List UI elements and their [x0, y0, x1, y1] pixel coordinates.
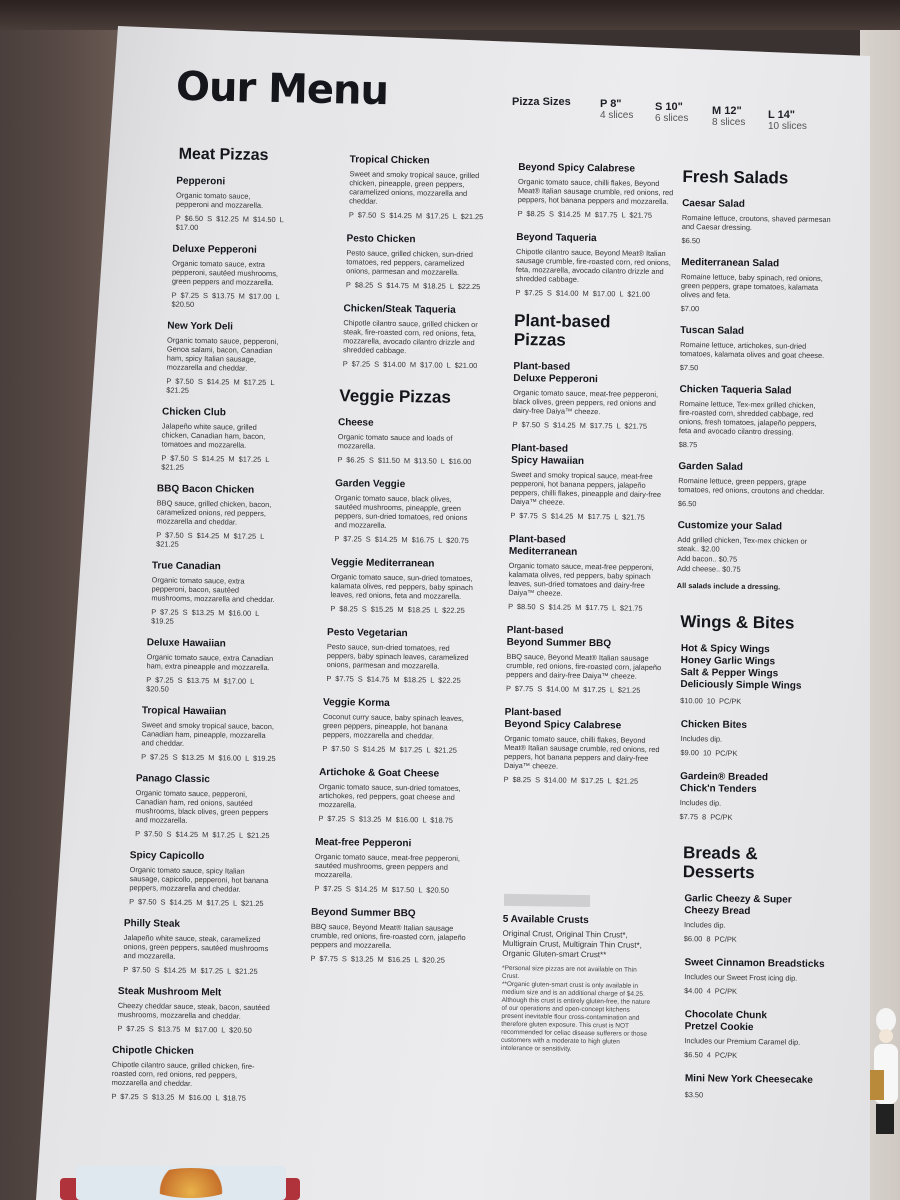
size-slices: 8 slices: [712, 117, 746, 128]
menu-item: [326, 627, 478, 685]
item-description: Organic tomato sauce, extra pepperoni, bacon, sautéed mushrooms, mozzarella and cheddar.: [151, 575, 275, 605]
item-price: $6.50: [681, 235, 701, 246]
customize-salad: [677, 520, 828, 575]
crusts-note: *Personal size pizzas are not available on Thin Crust.: [501, 964, 637, 981]
size-small: [655, 101, 688, 125]
size-name: P 8": [600, 98, 622, 110]
item-price: $10.00 10 PC/PK: [680, 696, 742, 706]
item-price: P $7.25 S $13.25 M $16.00 L $18.75: [318, 813, 453, 825]
plant-based-title: [514, 311, 675, 351]
item-description: Cheezy cheddar sauce, steak, bacon, sautéed mushrooms, mozzarella and cheddar.: [117, 1000, 270, 1021]
size-slices: 10 slices: [768, 121, 807, 132]
meat-pizzas-title: Meat Pizzas: [178, 145, 269, 164]
menu-item: [679, 771, 790, 823]
item-name: Philly Steak: [123, 918, 181, 930]
menu-item: [678, 461, 829, 510]
item-description: Romaine lettuce, croutons, shaved parmesan and Caesar dressing.: [681, 212, 831, 232]
menu-item: [334, 478, 480, 545]
menu-item: [176, 176, 286, 234]
menu-item: [504, 707, 669, 786]
item-price: P $7.25 S $14.25 M $16.75 L $20.75: [334, 534, 469, 546]
veggie-pizzas-title: Veggie Pizzas: [339, 386, 452, 407]
item-description: BBQ sauce, grilled chicken, bacon, caramelized onions, red peppers, mozzarella and cheddar.: [156, 498, 272, 527]
item-name: Cheese: [337, 417, 374, 429]
item-description: Organic tomato sauce, meat-free pepperoni, black olives, green peppers, red onions and dairy-free Daiya™ cheeze.: [512, 387, 659, 417]
item-name: Chicken Club: [161, 406, 227, 419]
item-description: Romaine lettuce, Tex-mex grilled chicken, fire-roasted corn, shredded cabbage, red onions, fresh tomatoes, jalapeño peppers, feta and avocado cilantro dressing.: [678, 398, 817, 437]
item-price: P $7.25 S $13.25 M $16.00 L $18.75: [111, 1091, 246, 1103]
item-price: P $7.25 S $13.25 M $16.00 L $19.25: [151, 607, 260, 626]
item-price: $3.50: [684, 1090, 704, 1100]
item-name: Chicken Taqueria Salad: [679, 383, 792, 397]
menu-item: [322, 697, 477, 755]
item-price: P $7.75 S $14.25 M $17.75 L $21.75: [510, 510, 645, 522]
item-name: Hot & Spicy Wings: [680, 643, 770, 656]
item-description: Organic tomato sauce, extra pepperoni, sautéed mushrooms, green peppers and mozzarella.: [171, 258, 279, 288]
menu-item: [684, 957, 835, 997]
item-price: P $7.50 S $14.25 M $17.25 L $21.25: [123, 965, 258, 976]
item-name: Deluxe Hawaiian: [146, 637, 226, 650]
size-personal: [600, 98, 633, 122]
item-description: BBQ sauce, Beyond Meat® Italian sausage crumble, red onions, fire-roasted corn, jalapeño peppers and mozzarella.: [310, 921, 466, 950]
item-description: Includes our Premium Caramel dip.: [684, 1036, 801, 1047]
item-name: Veggie Korma: [323, 696, 390, 709]
item-price: $6.50: [677, 498, 697, 509]
item-name: Honey Garlic Wings: [680, 655, 776, 668]
item-description: Organic tomato sauce, extra Canadian ham, extra pineapple and mozzarella.: [146, 652, 274, 673]
item-name: Meat-free Pepperoni: [315, 836, 412, 850]
menu-item: [506, 625, 670, 695]
item-name: Pepperoni: [176, 175, 226, 188]
menu-item: [129, 850, 276, 908]
menu-item: [518, 162, 677, 220]
item-description: Romaine lettuce, baby spinach, red onions, green peppers, grape tomatoes, kalamata olives and feta.: [680, 271, 823, 300]
item-name: Sweet Cinnamon Breadsticks: [684, 957, 825, 971]
menu-item: [161, 406, 282, 473]
size-name: S 10": [655, 101, 683, 113]
title-line: Pizzas: [513, 329, 566, 350]
item-name: Mediterranean: [508, 545, 578, 558]
item-description: Sweet and smoky tropical sauce, meat-free pepperoni, hot banana peppers, jalapeño peppers, chilli flakes, pineapple and dairy-free Daiya™ cheeze.: [510, 469, 662, 507]
menu-item: [349, 154, 485, 221]
meat-pizzas-column: [107, 144, 286, 1115]
item-price: P $7.50 S $14.25 M $17.25 L $21.25: [166, 376, 275, 395]
menu-item: [111, 1045, 273, 1103]
item-name: Chicken/Steak Taqueria: [343, 303, 456, 316]
item-price: P $8.25 S $14.00 M $17.25 L $21.25: [503, 774, 639, 786]
size-name: L 14": [768, 109, 796, 121]
item-name: Pesto Chicken: [346, 233, 416, 246]
item-name: Veggie Mediterranean: [330, 557, 435, 570]
menu-item: [684, 1009, 801, 1060]
item-price: P $7.75 S $13.25 M $16.25 L $20.25: [310, 953, 445, 965]
item-price: P $6.25 S $11.50 M $13.50 L $16.00: [337, 455, 472, 467]
item-description: Romaine lettuce, green peppers, grape tomatoes, red onions, croutons and cheddar.: [678, 475, 825, 497]
item-description: Organic tomato sauce, meat-free pepperoni, sautéed mushrooms, green peppers and mozzarella.: [314, 851, 461, 880]
crusts-list: Original Crust, Original Thin Crust*, Multigrain Crust, Multigrain Thin Crust*, Organic Gluten-smart Crust**: [502, 928, 642, 960]
menu-item: [515, 232, 675, 299]
item-price: P $7.25 S $13.75 M $17.00 L $20.50: [146, 675, 255, 694]
menu-item: [171, 244, 284, 311]
item-price: P $7.50 S $14.25 M $17.25 L $21.25: [129, 897, 264, 908]
item-description: Includes dip.: [683, 920, 726, 930]
item-name: Deluxe Pepperoni: [172, 243, 257, 256]
addon-line: Add bacon.. $0.75: [677, 553, 738, 564]
item-name: Steak Mushroom Melt: [117, 985, 222, 999]
wings-list: [680, 643, 826, 707]
item-name: Plant-based: [504, 706, 562, 719]
item-price: P $8.25 S $14.25 M $17.75 L $21.75: [517, 208, 653, 220]
item-price: P $6.50 S $12.25 M $14.50 L $17.00: [175, 213, 284, 232]
menu-item: [680, 325, 831, 374]
item-price: P $7.25 S $13.75 M $17.00 L $20.50: [171, 290, 280, 309]
item-description: Pesto sauce, grilled chicken, sun-dried tomatoes, red peppers, caramelized onions, parmesan and mozzarella.: [346, 248, 473, 277]
menu-item: [117, 986, 274, 1035]
menu-item: [513, 361, 674, 431]
item-price: P $8.50 S $14.25 M $17.75 L $21.75: [508, 601, 643, 613]
title-line: Breads &: [682, 843, 758, 864]
item-name: Salt & Pepper Wings: [680, 667, 779, 680]
item-price: P $8.25 S $15.25 M $18.25 L $22.25: [330, 604, 465, 615]
item-price: $8.75: [678, 439, 698, 450]
item-name: Spicy Capicollo: [129, 850, 205, 863]
menu-item: [330, 557, 479, 615]
size-slices: 6 slices: [655, 113, 689, 124]
item-name: Pesto Vegetarian: [326, 627, 408, 640]
item-price: P $7.25 S $14.00 M $17.00 L $21.00: [515, 287, 650, 299]
crusts-section: [501, 914, 653, 1055]
item-name: New York Deli: [167, 320, 234, 333]
item-description: Organic tomato sauce, sun-dried tomatoes, kalamata olives, red peppers, baby spinach leaves, red onions, feta and mozzarella.: [330, 572, 473, 601]
item-price: P $8.25 S $14.75 M $18.25 L $22.25: [345, 280, 481, 292]
item-description: Chipotle cilantro sauce, Beyond Meat® Italian sausage crumble, fire-roasted corn, red onions, feta, mozzarella, avocado cilantro drizzle and shredded cabbage.: [515, 246, 671, 284]
item-name: Plant-based: [511, 442, 569, 455]
addon-line: Add cheese.. $0.75: [676, 563, 741, 574]
item-name: True Canadian: [151, 560, 221, 573]
menu-item: [510, 443, 672, 522]
menu-item: [685, 1073, 825, 1101]
item-description: Organic tomato sauce and loads of mozzarella.: [337, 432, 453, 451]
pizza-photo: [146, 1168, 236, 1198]
item-name: Garlic Cheezy & Super Cheezy Bread: [684, 893, 792, 918]
promo-flyer: [76, 1166, 286, 1200]
divider: [504, 894, 590, 907]
crusts-title: 5 Available Crusts: [502, 913, 589, 927]
title-line: Plant-based: [513, 310, 611, 332]
item-price: $9.00 10 PC/PK: [680, 748, 738, 758]
item-description: BBQ sauce, Beyond Meat® Italian sausage crumble, red onions, fire-roasted corn, jalapeño peppers and dairy-free Daiya™ cheeze.: [506, 651, 662, 681]
menu-item: [156, 483, 281, 550]
wings-title: Wings & Bites: [680, 612, 795, 633]
item-name: Beyond Taqueria: [516, 231, 597, 245]
item-description: Sweet and smoky tropical sauce, bacon, Canadian ham, pineapple, mozzarella and cheddar.: [141, 720, 274, 748]
menu-item: [679, 384, 830, 451]
menu-item: [314, 837, 475, 895]
size-medium: [712, 105, 745, 129]
title-line: Desserts: [682, 862, 755, 883]
size-name: M 12": [712, 105, 742, 117]
item-description: Organic tomato sauce, pepperoni and mozzarella.: [175, 190, 264, 210]
item-name: Chocolate Chunk Pretzel Cookie: [684, 1009, 768, 1034]
item-price: P $7.50 S $14.25 M $17.25 L $21.25: [322, 743, 457, 755]
menu-item: [682, 198, 833, 247]
menu-item: [166, 321, 283, 397]
addon-line: Add grilled chicken, Tex-mex chicken or steak.. $2.00: [677, 534, 808, 554]
item-price: P $7.50 S $14.25 M $17.25 L $21.25: [156, 530, 265, 549]
size-slices: 4 slices: [600, 110, 634, 121]
item-description: Organic tomato sauce, sun-dried tomatoes, artichokes, red peppers, goat cheese and mozzarella.: [318, 781, 461, 810]
menu-item: [680, 719, 825, 759]
item-name: Chicken Bites: [680, 719, 748, 731]
item-name: Beyond Spicy Calabrese: [504, 718, 622, 732]
ceiling: [0, 0, 900, 30]
veggie-pizzas-column: [308, 154, 484, 979]
item-name: Spicy Hawaiian: [511, 454, 585, 467]
menu-item: [146, 637, 279, 695]
item-price: $4.00 4 PC/PK: [684, 986, 738, 996]
plant-based-column: [499, 162, 677, 1069]
item-description: Organic tomato sauce, pepperoni, Genoa salami, bacon, Canadian ham, spicy Italian sausage, mozzarella and cheddar.: [166, 335, 279, 373]
item-price: P $7.50 S $14.25 M $17.25 L $21.25: [348, 210, 484, 222]
item-description: Includes dip.: [679, 798, 722, 808]
menu-item: [318, 767, 476, 825]
item-price: P $7.50 S $14.25 M $17.25 L $21.25: [161, 453, 270, 472]
salads-title: Fresh Salads: [682, 166, 789, 188]
item-description: Organic tomato sauce, chilli flakes, Beyond Meat® Italian sausage crumble, red onions, red peppers, hot banana peppers and mozzarella.: [517, 176, 674, 207]
item-price: $7.50: [679, 362, 699, 373]
item-name: Deluxe Pepperoni: [513, 372, 598, 386]
item-name: Plant-based: [506, 624, 564, 637]
item-name: BBQ Bacon Chicken: [156, 483, 255, 496]
item-name: Beyond Summer BBQ: [311, 906, 416, 920]
item-price: $7.00: [680, 303, 700, 314]
item-description: Pesto sauce, sun-dried tomatoes, red peppers, baby spinach leaves, caramelized onions, parmesan and mozzarella.: [326, 642, 469, 671]
item-description: Jalapeño white sauce, steak, caramelized onions, green peppers, sautéed mushrooms and mozzarella.: [123, 933, 269, 961]
menu-item: [346, 233, 484, 291]
item-name: Chipotle Chicken: [112, 1044, 194, 1058]
item-description: Chipotle cilantro sauce, grilled chicken or steak, fire-roasted corn, red onions, feta, mozzarella, avocado cilantro drizzle and shredded cabbage.: [342, 318, 478, 356]
item-description: Organic tomato sauce, black olives, sautéed mushrooms, pineapple, green peppers, sun-dried tomatoes, red onions and mozzarella.: [334, 493, 468, 530]
item-price: P $7.25 S $13.75 M $17.00 L $20.50: [117, 1023, 252, 1035]
item-price: P $7.50 S $14.25 M $17.25 L $21.25: [135, 829, 270, 841]
item-price: P $7.75 S $14.75 M $18.25 L $22.25: [326, 674, 461, 685]
menu-item: [337, 417, 481, 466]
menu-item: [343, 303, 483, 370]
item-name: Tropical Chicken: [349, 154, 430, 167]
item-description: Includes our Sweet Frost icing dip.: [684, 972, 798, 983]
pizza-sizes-label: Pizza Sizes: [512, 96, 571, 108]
menu-item: [123, 918, 275, 976]
menu-item: [135, 773, 277, 840]
item-name: Plant-based: [513, 360, 571, 373]
item-description: Organic tomato sauce, chilli flakes, Beyond Meat® Italian sausage crumble, red onions, red peppers, hot banana peppers and dairy-free Daiya™ cheeze.: [503, 733, 660, 771]
menu-item: [310, 907, 474, 965]
item-price: P $7.50 S $14.25 M $17.75 L $21.75: [512, 419, 648, 431]
menu-item: [151, 560, 280, 627]
item-name: Deliciously Simple Wings: [680, 679, 802, 692]
item-description: Organic tomato sauce, pepperoni, Canadian ham, red onions, sautéed mushrooms, black olives, green peppers and mozzarella.: [135, 788, 269, 825]
crusts-note: **Organic gluten-smart crust is only available in medium size and is an additional charge of $4.25. Although this crust is entirely gluten-free, the nature of our operations and open-concept kitchens present inevitable flour cross-contamination and therefore gluten exposure. This crust is NOT recommended for celiac disease sufferers or those customers with a moderate to high gluten intolerance or sensitivity.: [500, 980, 651, 1053]
item-name: Caesar Salad: [682, 197, 746, 210]
salads-note: All salads include a dressing.: [676, 580, 781, 592]
menu-item: [684, 893, 795, 945]
item-name: Tropical Hawaiian: [141, 705, 227, 718]
item-price: P $7.25 S $13.25 M $16.00 L $19.25: [141, 752, 276, 764]
size-large: [768, 109, 807, 133]
item-price: P $7.25 S $14.00 M $17.00 L $21.00: [342, 359, 478, 371]
breads-title: [683, 843, 824, 883]
chef-figurine: [862, 1000, 898, 1140]
item-name: Mediterranean Salad: [681, 256, 780, 270]
item-description: Sweet and smoky tropical sauce, grilled chicken, pineapple, green peppers, caramelized onions, mozzarella and cheddar.: [349, 169, 480, 206]
item-name: Beyond Summer BBQ: [506, 636, 612, 650]
item-name: Gardein® Breaded Chick'n Tenders: [679, 771, 769, 796]
item-name: Artichoke & Goat Cheese: [319, 766, 440, 780]
item-name: Customize your Salad: [677, 519, 783, 533]
menu-item: [508, 534, 671, 613]
menu-title: Our Menu: [175, 63, 389, 115]
item-price: $7.75 8 PC/PK: [679, 812, 733, 822]
item-name: Tuscan Salad: [680, 324, 745, 337]
item-description: Romaine lettuce, artichokes, sun-dried tomatoes, kalamata olives and goat cheese.: [679, 339, 825, 360]
item-description: Jalapeño white sauce, grilled chicken, Canadian ham, bacon, tomatoes and mozzarella.: [161, 421, 266, 450]
item-name: Panago Classic: [135, 773, 210, 786]
item-price: $6.50 4 PC/PK: [684, 1050, 738, 1060]
item-price: P $7.25 S $14.25 M $17.50 L $20.50: [314, 883, 449, 895]
item-price: P $7.75 S $14.00 M $17.25 L $21.25: [505, 683, 641, 695]
item-description: Includes dip.: [680, 734, 723, 744]
item-name: Mini New York Cheesecake: [684, 1073, 813, 1086]
sides-column: [669, 167, 832, 1115]
item-description: Organic tomato sauce, meat-free pepperoni, kalamata olives, red peppers, baby spinach leaves, sun-dried tomatoes and dairy-free Daiya™ cheeze.: [508, 560, 654, 598]
item-description: Organic tomato sauce, spicy Italian sausage, capicollo, pepperoni, hot banana peppers, mozzarella and cheddar.: [129, 865, 269, 894]
item-description: Coconut curry sauce, baby spinach leaves, green peppers, pineapple, hot banana peppers, mozzarella and cheddar.: [322, 711, 464, 741]
menu-item: [141, 705, 278, 763]
item-name: Plant-based: [508, 533, 566, 546]
item-price: $6.00 8 PC/PK: [683, 934, 737, 944]
menu-item: [681, 257, 832, 315]
item-name: Beyond Spicy Calabrese: [518, 161, 636, 175]
item-name: Garden Salad: [678, 460, 743, 473]
item-name: Garden Veggie: [335, 478, 406, 491]
item-description: Chipotle cilantro sauce, grilled chicken, fire-roasted corn, red onions, red peppers, mozzarella and cheddar.: [111, 1059, 255, 1088]
